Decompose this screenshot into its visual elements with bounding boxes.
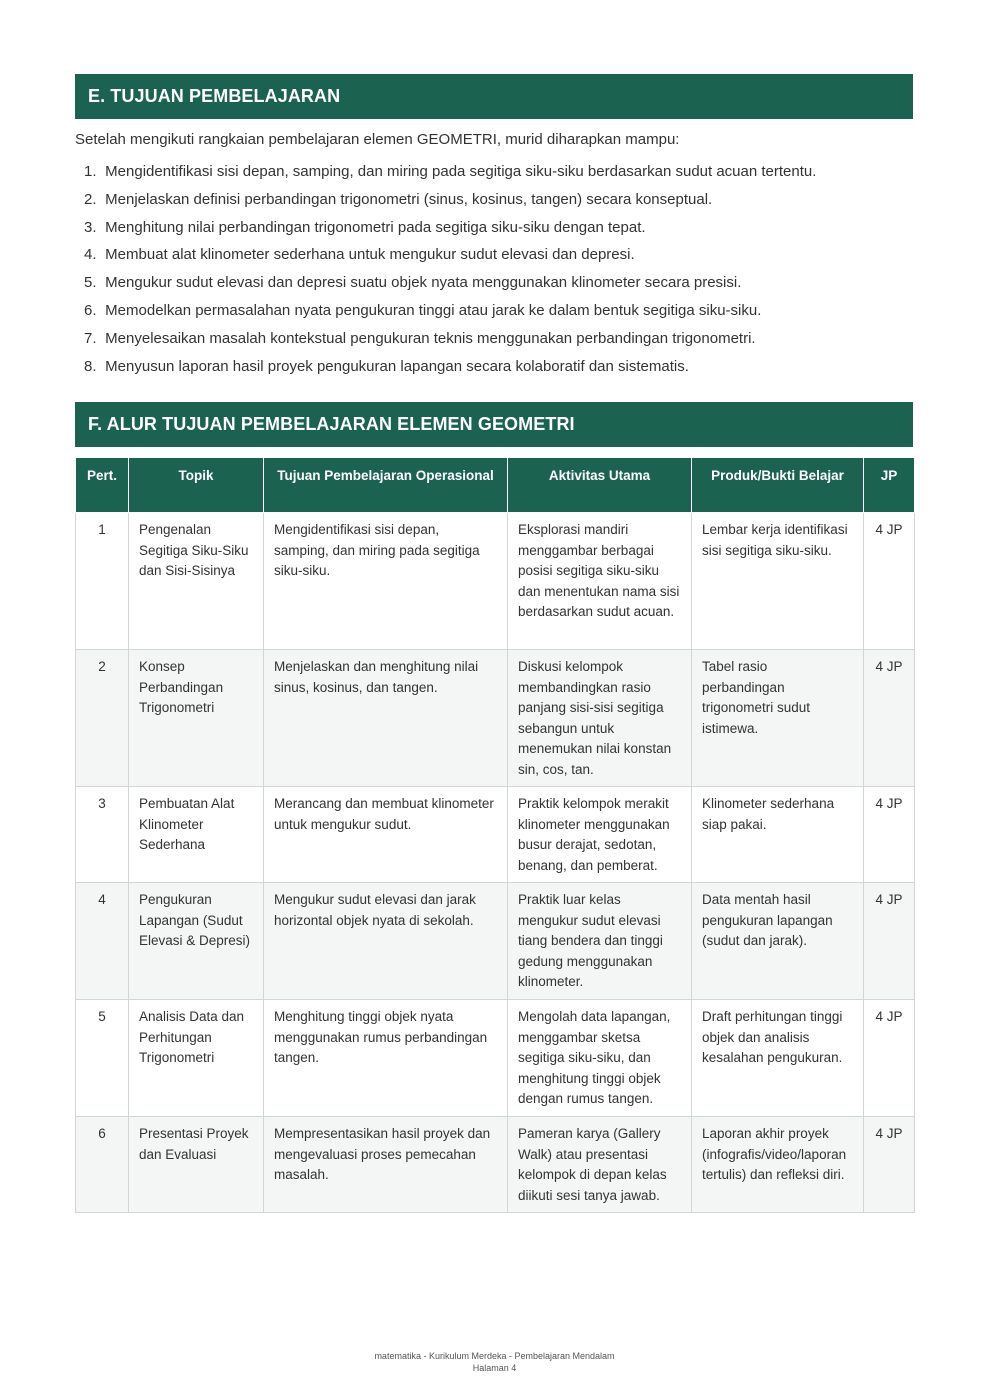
cell-produk: Laporan akhir proyek (infografis/video/laporan tertulis) dan refleksi diri. <box>692 1117 864 1213</box>
item-text: Mengukur sudut elevasi dan depresi suatu objek nyata menggunakan klinometer secara presisi. <box>105 274 742 292</box>
column-header-pert: Pert. <box>76 458 129 513</box>
section-f-header <box>75 402 913 447</box>
item-text: Membuat alat klinometer sederhana untuk mengukur sudut elevasi dan depresi. <box>105 246 635 264</box>
cell-aktivitas: Mengolah data lapangan, menggambar sketsa segitiga siku-siku, dan menghitung tinggi objek dengan rumus tangen. <box>508 1000 692 1117</box>
list-item <box>84 301 816 329</box>
item-number: 3. <box>84 218 97 236</box>
cell-aktivitas: Praktik luar kelas mengukur sudut elevasi tiang bendera dan tinggi gedung menggunakan klinometer. <box>508 883 692 1000</box>
table-header-row <box>76 458 915 513</box>
cell-aktivitas: Pameran karya (Gallery Walk) atau presentasi kelompok di depan kelas diikuti sesi tanya jawab. <box>508 1117 692 1213</box>
cell-pert: 3 <box>76 787 129 883</box>
footer-page-number: Halaman 4 <box>472 1363 517 1373</box>
cell-pert: 2 <box>76 650 129 787</box>
list-item <box>84 357 816 385</box>
cell-tujuan: Merancang dan membuat klinometer untuk mengukur sudut. <box>264 787 508 883</box>
intro-text: Setelah mengikuti rangkaian pembelajaran elemen GEOMETRI, murid diharapkan mampu: <box>75 131 680 148</box>
item-number: 4. <box>84 246 97 264</box>
cell-jp: 4 JP <box>864 650 915 787</box>
list-item <box>84 162 816 190</box>
cell-topik: Presentasi Proyek dan Evaluasi <box>129 1117 264 1213</box>
list-item <box>84 245 816 273</box>
table-row <box>76 513 915 650</box>
item-text: Menjelaskan definisi perbandingan trigonometri (sinus, kosinus, tangen) secara konseptual. <box>105 190 713 208</box>
column-header-jp: JP <box>864 458 915 513</box>
cell-tujuan: Mengukur sudut elevasi dan jarak horizontal objek nyata di sekolah. <box>264 883 508 1000</box>
cell-produk: Klinometer sederhana siap pakai. <box>692 787 864 883</box>
cell-produk: Tabel rasio perbandingan trigonometri sudut istimewa. <box>692 650 864 787</box>
table-row <box>76 883 915 1000</box>
cell-jp: 4 JP <box>864 513 915 650</box>
item-number: 6. <box>84 301 97 319</box>
cell-produk: Draft perhitungan tinggi objek dan analisis kesalahan pengukuran. <box>692 1000 864 1117</box>
item-number: 5. <box>84 274 97 292</box>
column-header-topik: Topik <box>129 458 264 513</box>
cell-tujuan: Mempresentasikan hasil proyek dan mengevaluasi proses pemecahan masalah. <box>264 1117 508 1213</box>
cell-tujuan: Menghitung tinggi objek nyata menggunakan rumus perbandingan tangen. <box>264 1000 508 1117</box>
cell-tujuan: Menjelaskan dan menghitung nilai sinus, kosinus, dan tangen. <box>264 650 508 787</box>
cell-aktivitas: Eksplorasi mandiri menggambar berbagai posisi segitiga siku-siku dan menentukan nama sisi berdasarkan sudut acuan. <box>508 513 692 650</box>
cell-topik: Pengukuran Lapangan (Sudut Elevasi & Depresi) <box>129 883 264 1000</box>
cell-pert: 5 <box>76 1000 129 1117</box>
objectives-list <box>84 162 816 384</box>
item-text: Mengidentifikasi sisi depan, samping, dan miring pada segitiga siku-siku berdasarkan sudut acuan tertentu. <box>105 163 817 180</box>
cell-topik: Pembuatan Alat Klinometer Sederhana <box>129 787 264 883</box>
item-text: Memodelkan permasalahan nyata pengukuran tinggi atau jarak ke dalam bentuk segitiga siku-siku. <box>105 301 762 319</box>
section-e-title: E. TUJUAN PEMBELAJARAN <box>88 86 341 106</box>
item-number: 8. <box>84 357 97 375</box>
item-text: Menyelesaikan masalah kontekstual pengukuran teknis menggunakan perbandingan trigonometri. <box>105 329 756 347</box>
cell-pert: 6 <box>76 1117 129 1213</box>
column-header-produk: Produk/Bukti Belajar <box>692 458 864 513</box>
cell-jp: 4 JP <box>864 787 915 883</box>
cell-topik: Analisis Data dan Perhitungan Trigonometri <box>129 1000 264 1117</box>
cell-topik: Pengenalan Segitiga Siku-Siku dan Sisi-Sisinya <box>129 513 264 650</box>
table-row <box>76 650 915 787</box>
item-number: 7. <box>84 329 97 347</box>
list-item <box>84 273 816 301</box>
section-e-header <box>75 74 913 119</box>
cell-produk: Lembar kerja identifikasi sisi segitiga siku-siku. <box>692 513 864 650</box>
cell-produk: Data mentah hasil pengukuran lapangan (sudut dan jarak). <box>692 883 864 1000</box>
cell-aktivitas: Praktik kelompok merakit klinometer menggunakan busur derajat, sedotan, benang, dan pemberat. <box>508 787 692 883</box>
cell-topik: Konsep Perbandingan Trigonometri <box>129 650 264 787</box>
column-header-aktivitas: Aktivitas Utama <box>508 458 692 513</box>
cell-tujuan: Mengidentifikasi sisi depan, samping, dan miring pada segitiga siku-siku. <box>264 513 508 650</box>
cell-jp: 4 JP <box>864 883 915 1000</box>
cell-jp: 4 JP <box>864 1117 915 1213</box>
table-row <box>76 787 915 883</box>
cell-pert: 4 <box>76 883 129 1000</box>
column-header-tujuan: Tujuan Pembelajaran Operasional <box>264 458 508 513</box>
cell-pert: 1 <box>76 513 129 650</box>
cell-jp: 4 JP <box>864 1000 915 1117</box>
section-f-title: F. ALUR TUJUAN PEMBELAJARAN ELEMEN GEOMETRI <box>88 414 575 434</box>
list-item <box>84 218 816 246</box>
learning-flow-table <box>75 458 915 1213</box>
item-text: Menghitung nilai perbandingan trigonometri pada segitiga siku-siku dengan tepat. <box>105 218 646 236</box>
table-row <box>76 1000 915 1117</box>
cell-aktivitas: Diskusi kelompok membandingkan rasio panjang sisi-sisi segitiga sebangun untuk menemukan nilai konstan sin, cos, tan. <box>508 650 692 787</box>
footer-document-info: matematika - Kurikulum Merdeka - Pembelajaran Mendalam <box>374 1351 615 1361</box>
list-item <box>84 329 816 357</box>
item-number: 1. <box>84 163 97 180</box>
item-number: 2. <box>84 190 97 208</box>
item-text: Menyusun laporan hasil proyek pengukuran lapangan secara kolaboratif dan sistematis. <box>105 357 689 375</box>
table-row <box>76 1117 915 1213</box>
list-item <box>84 190 816 218</box>
